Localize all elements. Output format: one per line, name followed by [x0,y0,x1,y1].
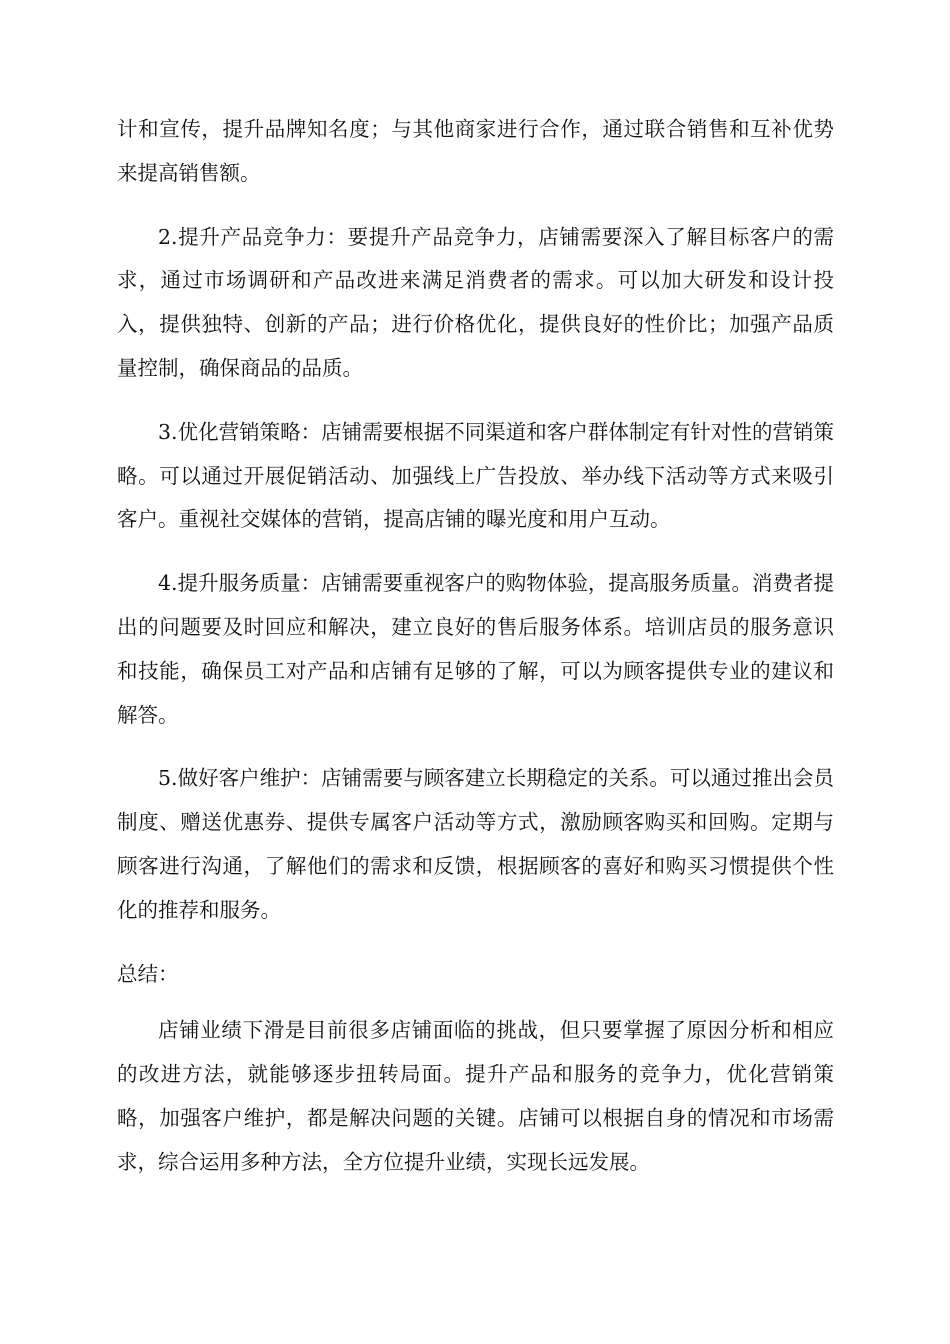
paragraph-item-4: 4.提升服务质量：店铺需要重视客户的购物体验，提高服务质量。消费者提出的问题要及时回应和解决，建立良好的售后服务体系。培训店员的服务意识和技能，确保员工对产品和店铺有足够的了解，可以为顾客提供专业的建议和解答。 [117,571,834,727]
paragraph-item-5: 5.做好客户维护：店铺需要与顾客建立长期稳定的关系。可以通过推出会员制度、赠送优惠券、提供专属客户活动等方式，激励顾客购买和回购。定期与顾客进行沟通，了解他们的需求和反馈，根据顾客的喜好和购买习惯提供个性化的推荐和服务。 [117,766,834,922]
paragraph-item-3: 3.优化营销策略：店铺需要根据不同渠道和客户群体制定有针对性的营销策略。可以通过开展促销活动、加强线上广告投放、举办线下活动等方式来吸引客户。重视社交媒体的营销，提高店铺的曝光度和用户互动。 [117,419,834,532]
paragraph-continuation: 计和宣传，提升品牌知名度；与其他商家进行合作，通过联合销售和互补优势来提高销售额。 [117,117,834,185]
paragraph-item-2: 2.提升产品竞争力：要提升产品竞争力，店铺需要深入了解目标客户的需求，通过市场调研和产品改进来满足消费者的需求。可以加大研发和设计投入，提供独特、创新的产品；进行价格优化，提供良好的性价比；加强产品质量控制，确保商品的品质。 [117,224,834,380]
summary-heading: 总结： [117,961,179,986]
summary-paragraph: 店铺业绩下滑是目前很多店铺面临的挑战，但只要掌握了原因分析和相应的改进方法，就能够逐步扭转局面。提升产品和服务的竞争力，优化营销策略，加强客户维护，都是解决问题的关键。店铺可以根据自身的情况和市场需求，综合运用多种方法，全方位提升业绩，实现长远发展。 [117,1018,834,1174]
document-body [117,108,834,1205]
